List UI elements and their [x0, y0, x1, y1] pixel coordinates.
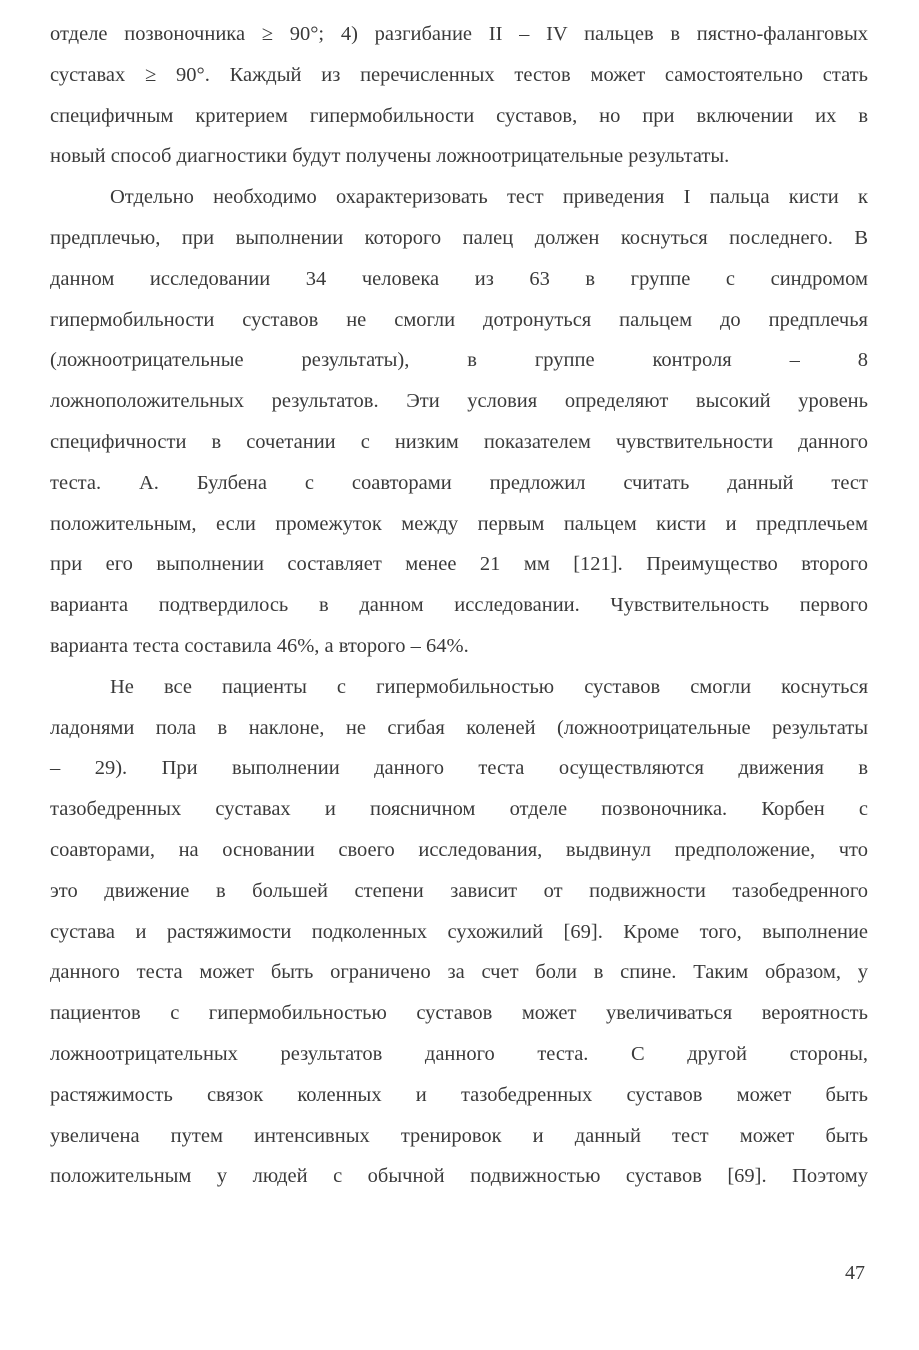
- text-line: данного теста может быть ограничено за счет боли в спине. Таким образом, у: [50, 961, 868, 984]
- text-line: данном исследовании 34 человека из 63 в группе с синдромом: [50, 267, 868, 290]
- text-line: специфичным критерием гипермобильности суставов, но при включении их в: [50, 104, 868, 127]
- document-page: [50, 14, 868, 1197]
- text-line: теста. А. Булбена с соавторами предложил считать данный тест: [50, 471, 868, 494]
- paragraph-2: [50, 177, 868, 667]
- text-line: соавторами, на основании своего исследования, выдвинул предположение, что: [50, 838, 868, 861]
- text-line: варианта теста составила 46%, а второго – 64%.: [50, 634, 469, 657]
- text-line: растяжимость связок коленных и тазобедренных суставов может быть: [50, 1083, 868, 1106]
- text-line: предплечью, при выполнении которого палец должен коснуться последнего. В: [50, 226, 868, 249]
- text-line: варианта подтвердилось в данном исследовании. Чувствительность первого: [50, 594, 868, 617]
- text-line: при его выполнении составляет менее 21 мм [121]. Преимущество второго: [50, 553, 868, 576]
- text-line: суставах ≥ 90°. Каждый из перечисленных тестов может самостоятельно стать: [50, 63, 868, 86]
- text-line: тазобедренных суставах и поясничном отделе позвоночника. Корбен с: [50, 798, 868, 821]
- text-line: Не все пациенты с гипермобильностью суставов смогли коснуться: [110, 675, 868, 698]
- text-line: специфичности в сочетании с низким показателем чувствительности данного: [50, 430, 868, 453]
- text-line: новый способ диагностики будут получены ложноотрицательные результаты.: [50, 145, 730, 168]
- page-number: 47: [845, 1262, 865, 1284]
- text-line: сустава и растяжимости подколенных сухожилий [69]. Кроме того, выполнение: [50, 920, 868, 943]
- text-line: (ложноотрицательные результаты), в группе контроля – 8: [50, 349, 868, 372]
- text-line: положительным, если промежуток между первым пальцем кисти и предплечьем: [50, 512, 868, 535]
- paragraph-1: [50, 14, 868, 177]
- text-line: ладонями пола в наклоне, не сгибая коленей (ложноотрицательные результаты: [50, 716, 868, 739]
- paragraph-3: [50, 667, 868, 1197]
- text-line: это движение в большей степени зависит от подвижности тазобедренного: [50, 879, 868, 902]
- text-line: пациентов с гипермобильностью суставов может увеличиваться вероятность: [50, 1002, 868, 1025]
- text-line: гипермобильности суставов не смогли дотронуться пальцем до предплечья: [50, 308, 868, 331]
- text-line: ложноположительных результатов. Эти условия определяют высокий уровень: [50, 390, 868, 413]
- text-line: Отдельно необходимо охарактеризовать тест приведения I пальца кисти к: [110, 186, 868, 209]
- text-line: увеличена путем интенсивных тренировок и данный тест может быть: [50, 1124, 868, 1147]
- text-line: положительным у людей с обычной подвижностью суставов [69]. Поэтому: [50, 1165, 868, 1188]
- text-line: ложноотрицательных результатов данного теста. С другой стороны,: [50, 1042, 868, 1065]
- text-line: – 29). При выполнении данного теста осуществляются движения в: [50, 757, 868, 780]
- text-line: отделе позвоночника ≥ 90°; 4) разгибание II – IV пальцев в пястно-фаланговых: [50, 23, 868, 45]
